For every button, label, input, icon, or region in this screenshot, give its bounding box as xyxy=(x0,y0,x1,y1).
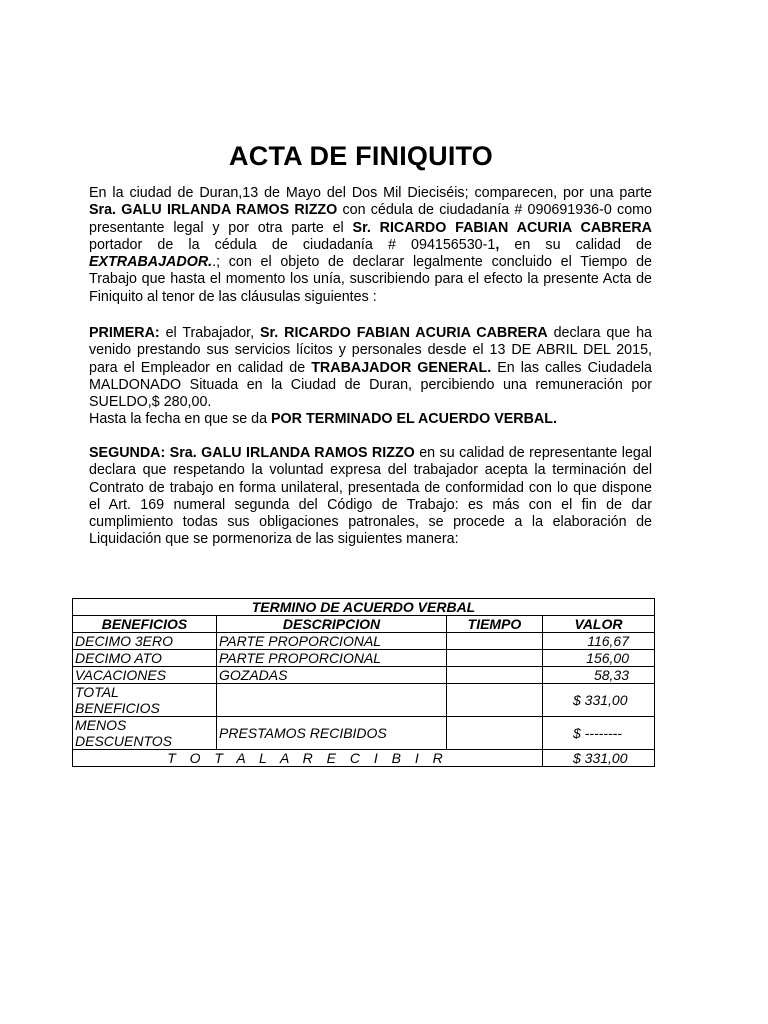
cell-descripcion: GOZADAS xyxy=(217,667,447,684)
clause-label-primera: PRIMERA: xyxy=(89,325,160,341)
cell-tiempo xyxy=(447,633,543,650)
text-bold: , xyxy=(495,236,500,253)
text: declara que ha venido prestando sus servicios lícitos y personales desde el 13 DE ABRIL DEL 2015, para el Empleador en calidad de xyxy=(89,325,653,376)
label-line: TOTAL xyxy=(75,684,119,700)
text: en su calidad de representante legal declara que respetando la voluntad expresa del trabajador acepta la terminación del Contrato de trabajo en forma unilateral, presentada de conformidad con lo que dispone el Art. 169 numeral segunda del Código de Trabajo: es más con el fin de dar cumplimiento todas sus obligaciones patronales, se procede a la elaboración de Liquidación que se pormenoriza de las siguientes manera: xyxy=(89,445,652,548)
paragraph-segunda xyxy=(89,445,652,549)
worker-name: Sr. RICARDO FABIAN ACURIA CABRERA xyxy=(260,325,548,341)
header-tiempo: TIEMPO xyxy=(447,616,543,633)
total-beneficios-row xyxy=(73,684,655,717)
termination-statement: POR TERMINADO EL ACUERDO VERBAL. xyxy=(271,411,557,428)
table-row xyxy=(73,633,655,650)
text: con cédula de ciudadanía # 090691936-0 como presentante legal y por otra parte el xyxy=(89,202,653,236)
table-row xyxy=(73,650,655,667)
cell-total-beneficios-label xyxy=(73,684,217,717)
text: portador de la cédula de ciudadanía # 094156530-1 xyxy=(89,236,496,253)
header-descripcion: DESCRIPCION xyxy=(217,616,447,633)
document-title: ACTA DE FINIQUITO xyxy=(229,141,493,171)
cell-total-recibir-valor: $ 331,00 xyxy=(543,750,655,767)
table-row xyxy=(73,667,655,684)
text: Hasta la fecha en que se da xyxy=(89,411,272,428)
cell-beneficio: DECIMO ATO xyxy=(73,650,217,667)
header-beneficios: BENEFICIOS xyxy=(73,616,217,633)
cell-beneficio: DECIMO 3ERO xyxy=(73,633,217,650)
text: el Trabajador, xyxy=(159,325,260,341)
cell-empty xyxy=(217,684,447,717)
cell-descripcion: PARTE PROPORCIONAL xyxy=(217,633,447,650)
cell-tiempo xyxy=(447,667,543,684)
employer-name: Sra. GALU IRLANDA RAMOS RIZZO xyxy=(89,202,338,219)
label-line: BENEFICIOS xyxy=(75,700,160,716)
table-header-row xyxy=(73,616,655,633)
total-recibir-row xyxy=(73,750,655,767)
cell-menos-descuentos-valor: $ -------- xyxy=(543,717,655,750)
cell-valor: 58,33 xyxy=(543,667,655,684)
label-line: DESCUENTOS xyxy=(75,733,172,749)
cell-tiempo xyxy=(447,650,543,667)
paragraph-primera xyxy=(89,325,652,429)
worker-role: EXTRABAJADOR. xyxy=(89,254,213,271)
cell-empty xyxy=(447,684,543,717)
settlement-table xyxy=(72,598,655,767)
label-line: MENOS xyxy=(75,717,127,733)
cell-menos-descuentos-label xyxy=(73,717,217,750)
cell-total-recibir-label: T O T A L A R E C I B I R xyxy=(73,750,543,767)
text: .; con el objeto de declarar legalmente concluido el Tiempo de Trabajo que hasta el momento los unía, suscribiendo para el efecto la presente Acta de Finiquito al tenor de las cláusulas siguientes : xyxy=(89,254,652,305)
cell-valor: 116,67 xyxy=(543,633,655,650)
menos-descuentos-row xyxy=(73,717,655,750)
clause-label-segunda: SEGUNDA: Sra. GALU IRLANDA RAMOS RIZZO xyxy=(89,445,415,461)
table-title-row xyxy=(73,599,655,616)
worker-name: Sr. RICARDO FABIAN ACURIA CABRERA xyxy=(352,219,653,236)
cell-descripcion: PARTE PROPORCIONAL xyxy=(217,650,447,667)
paragraph-intro xyxy=(89,185,652,306)
cell-total-beneficios-valor: $ 331,00 xyxy=(543,684,655,717)
text: En la ciudad de Duran,13 de Mayo del Dos Mil Dieciséis; comparecen, por una parte xyxy=(89,185,652,201)
cell-beneficio: VACACIONES xyxy=(73,667,217,684)
worker-position: TRABAJADOR GENERAL. xyxy=(311,359,492,376)
text: En las calles Ciudadela MALDONADO Situada en la Ciudad de Duran, percibiendo una remuneración por SUELDO,$ 280,00. xyxy=(89,359,652,411)
cell-descripcion: PRESTAMOS RECIBIDOS xyxy=(217,717,447,750)
table-title: TERMINO DE ACUERDO VERBAL xyxy=(73,599,655,616)
settlement-table-wrapper xyxy=(72,598,655,767)
text: en su calidad de xyxy=(499,236,652,253)
cell-valor: 156,00 xyxy=(543,650,655,667)
cell-empty xyxy=(447,717,543,750)
header-valor: VALOR xyxy=(543,616,655,633)
